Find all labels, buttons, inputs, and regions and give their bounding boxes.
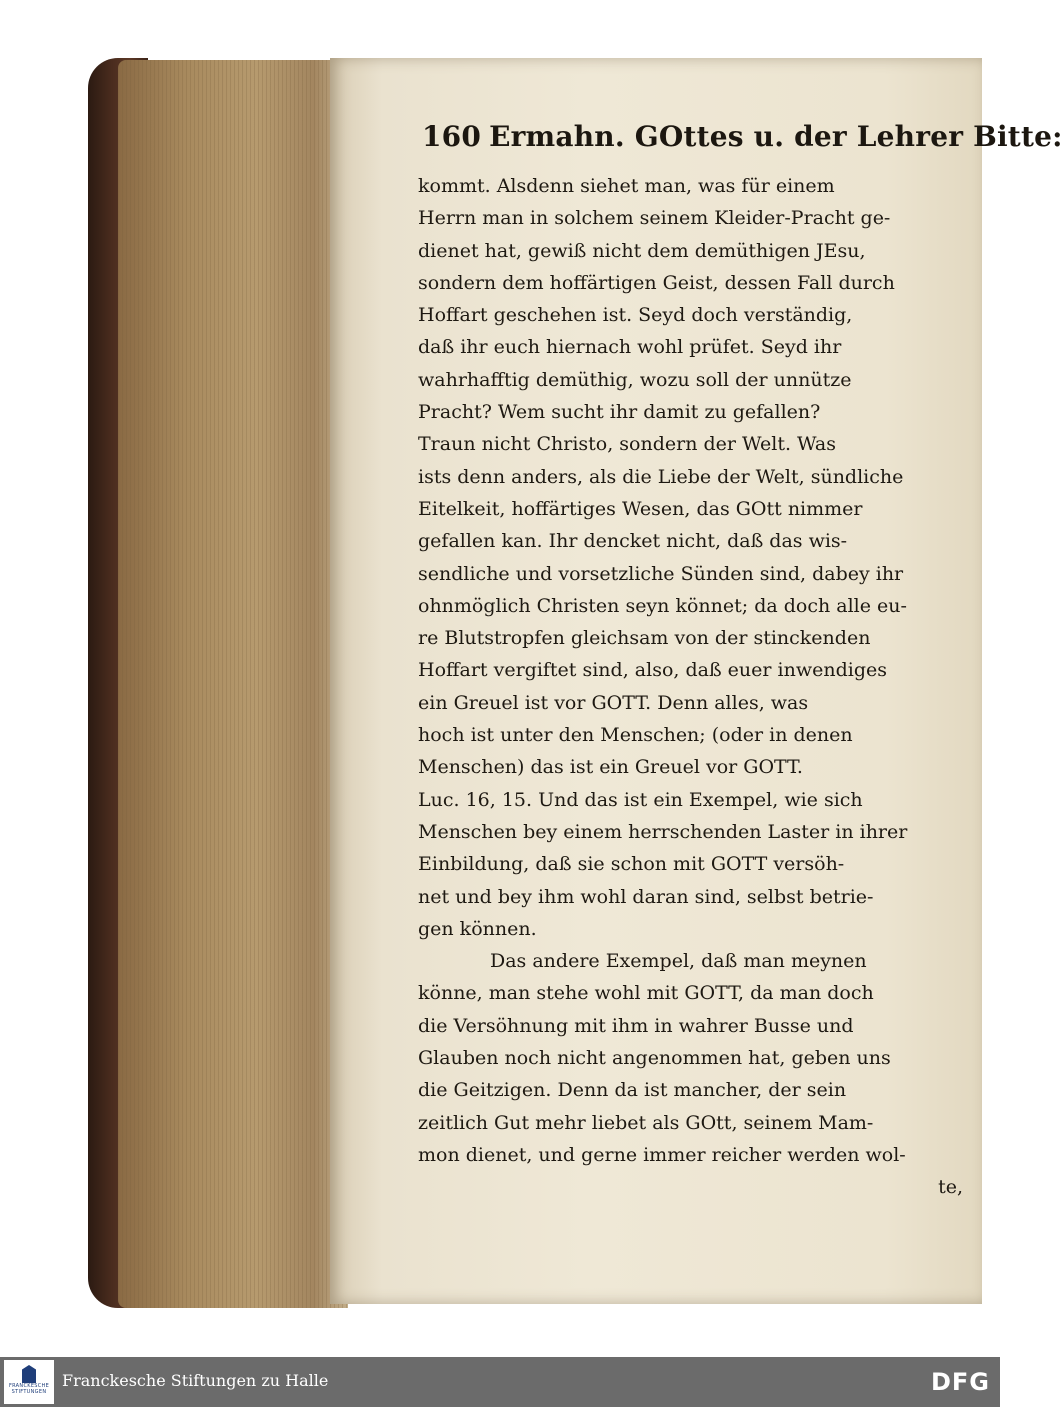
text-line: die Geitzigen. Denn da ist mancher, der sein [418,1079,847,1102]
catchword: te, [938,1176,963,1199]
book-page [330,58,1063,1304]
running-head [422,120,1063,153]
text-line: Luc. 16, 15. Und das ist ein Exempel, wie sich [418,788,863,811]
running-head-title: Ermahn. GOttes u. der Lehrer Bitte: [489,120,1063,153]
text-line: ohnmöglich Christen seyn könnet; da doch alle eu- [418,594,907,617]
body-text [418,170,963,1204]
text-line: re Blutstropfen gleichsam von der stinckenden [418,627,871,650]
text-line: Traun nicht Christo, sondern der Welt. Was [418,433,836,456]
text-line: mon dienet, und gerne immer reicher werden wol- [418,1143,906,1166]
text-line: Herrn man in solchem seinem Kleider-Pracht ge- [418,207,891,230]
text-line: Das andere Exempel, daß man meynen [490,950,867,973]
text-line: sondern dem hoffärtigen Geist, dessen Fall durch [418,271,895,294]
text-line: kommt. Alsdenn siehet man, was für einem [418,175,835,197]
footer-bar [0,1357,1000,1407]
text-line: Hoffart vergiftet sind, also, daß euer inwendiges [418,659,887,682]
text-line: ists denn anders, als die Liebe der Welt, sündliche [418,465,904,488]
text-line: sendliche und vorsetzliche Sünden sind, dabey ihr [418,562,904,585]
page-edges [118,60,348,1308]
text-line: wahrhafftig demüthig, wozu soll der unnütze [418,368,852,391]
text-line: zeitlich Gut mehr liebet als GOtt, seinem Mam- [418,1111,874,1134]
page-number: 160 [422,120,482,153]
text-line: dienet hat, gewiß nicht dem demüthigen JEsu, [418,239,866,262]
text-line: gen können. [418,917,537,940]
text-line: gefallen kan. Ihr dencket nicht, daß das wis- [418,530,848,553]
dfg-logo[interactable]: DFG [930,1368,990,1396]
building-icon [22,1365,36,1383]
text-line: hoch ist unter den Menschen; (oder in denen [418,724,853,747]
text-line: Pracht? Wem sucht ihr damit zu gefallen? [418,401,821,424]
institution-logo[interactable] [4,1360,54,1404]
text-line: Glauben noch nicht angenommen hat, geben uns [418,1047,891,1070]
text-line: die Versöhnung mit ihm in wahrer Busse und [418,1014,854,1037]
text-line: Menschen bey einem herrschenden Laster in ihrer [418,820,908,843]
text-line: net und bey ihm wohl daran sind, selbst betrie- [418,885,874,908]
text-line: Eitelkeit, hoffärtiges Wesen, das GOtt nimmer [418,497,863,520]
text-line: daß ihr euch hiernach wohl prüfet. Seyd ihr [418,336,842,359]
text-line: könne, man stehe wohl mit GOTT, da man doch [418,982,874,1005]
logo-text: FRANCKESCHE [8,1383,50,1389]
institution-name[interactable]: Franckesche Stiftungen zu Halle [62,1371,329,1390]
text-line: ein Greuel ist vor GOTT. Denn alles, was [418,691,809,714]
logo-text: STIFTUNGEN [11,1389,47,1395]
text-line: Einbildung, daß sie schon mit GOTT versöh- [418,853,845,876]
text-line: Menschen) das ist ein Greuel vor GOTT. [418,756,803,779]
text-line: Hoffart geschehen ist. Seyd doch verständig, [418,304,853,327]
